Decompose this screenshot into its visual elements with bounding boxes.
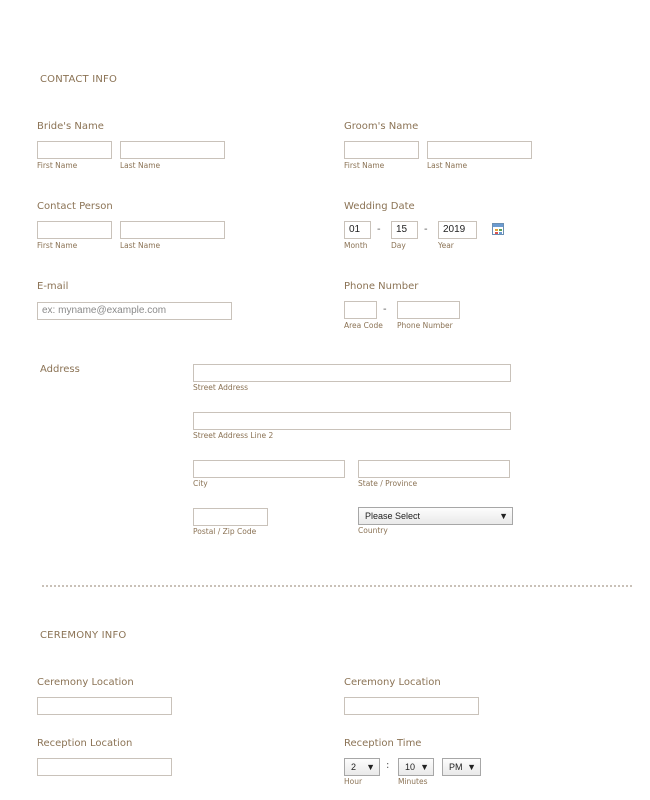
ceremony-location-input[interactable] bbox=[37, 697, 172, 715]
ampm-select-value: PM bbox=[449, 762, 463, 772]
contact-last-name-input[interactable] bbox=[120, 221, 225, 239]
date-separator: - bbox=[377, 224, 381, 235]
phone-number-input[interactable] bbox=[397, 301, 460, 319]
day-sublabel: Day bbox=[391, 241, 406, 250]
bride-first-name-input[interactable] bbox=[37, 141, 112, 159]
groom-name-label: Groom's Name bbox=[344, 121, 419, 132]
bride-name-label: Bride's Name bbox=[37, 121, 104, 132]
wedding-year-input[interactable]: 2019 bbox=[438, 221, 477, 239]
street-address-sublabel: Street Address bbox=[193, 383, 249, 392]
contact-first-name-sublabel: First Name bbox=[37, 241, 78, 250]
ceremony-location-input-2[interactable] bbox=[344, 697, 479, 715]
email-label: E-mail bbox=[37, 281, 69, 292]
area-code-sublabel: Area Code bbox=[344, 321, 383, 330]
street-address-input[interactable] bbox=[193, 364, 511, 382]
country-select-value: Please Select bbox=[365, 511, 421, 521]
zip-sublabel: Postal / Zip Code bbox=[193, 527, 257, 536]
minutes-select-value: 10 bbox=[405, 762, 416, 772]
chevron-down-icon: ▼ bbox=[499, 511, 508, 521]
bride-first-name-sublabel: First Name bbox=[37, 161, 78, 170]
contact-last-name-sublabel: Last Name bbox=[120, 241, 161, 250]
chevron-down-icon: ▼ bbox=[366, 762, 375, 772]
ceremony-location-label-2: Ceremony Location bbox=[344, 677, 441, 688]
zip-input[interactable] bbox=[193, 508, 268, 526]
year-sublabel: Year bbox=[438, 241, 454, 250]
minutes-sublabel: Minutes bbox=[398, 777, 428, 786]
chevron-down-icon: ▼ bbox=[467, 762, 476, 772]
groom-last-name-sublabel: Last Name bbox=[427, 161, 468, 170]
minutes-select[interactable] bbox=[398, 758, 434, 776]
hour-select[interactable] bbox=[344, 758, 380, 776]
city-input[interactable] bbox=[193, 460, 345, 478]
contact-first-name-input[interactable] bbox=[37, 221, 112, 239]
wedding-day-input[interactable]: 15 bbox=[391, 221, 418, 239]
phone-number-sublabel: Phone Number bbox=[397, 321, 453, 330]
contact-section-title: CONTACT INFO bbox=[40, 74, 118, 85]
reception-location-label: Reception Location bbox=[37, 738, 133, 749]
ceremony-location-label: Ceremony Location bbox=[37, 677, 134, 688]
bride-last-name-input[interactable] bbox=[120, 141, 225, 159]
bride-last-name-sublabel: Last Name bbox=[120, 161, 161, 170]
groom-first-name-sublabel: First Name bbox=[344, 161, 385, 170]
wedding-month-input[interactable]: 01 bbox=[344, 221, 371, 239]
date-separator: - bbox=[424, 224, 428, 235]
area-code-input[interactable] bbox=[344, 301, 377, 319]
phone-number-label: Phone Number bbox=[344, 281, 419, 292]
ceremony-section-title: CEREMONY INFO bbox=[40, 630, 127, 641]
city-sublabel: City bbox=[193, 479, 208, 488]
hour-select-value: 2 bbox=[351, 762, 357, 772]
email-input[interactable]: ex: myname@example.com bbox=[37, 302, 232, 320]
street-address-2-input[interactable] bbox=[193, 412, 511, 430]
ampm-select[interactable] bbox=[442, 758, 481, 776]
time-separator: : bbox=[386, 760, 390, 771]
state-input[interactable] bbox=[358, 460, 510, 478]
chevron-down-icon: ▼ bbox=[420, 762, 429, 772]
state-sublabel: State / Province bbox=[358, 479, 418, 488]
month-sublabel: Month bbox=[344, 241, 368, 250]
reception-time-label: Reception Time bbox=[344, 738, 422, 749]
address-label: Address bbox=[40, 364, 80, 375]
hour-sublabel: Hour bbox=[344, 777, 363, 786]
groom-last-name-input[interactable] bbox=[427, 141, 532, 159]
country-sublabel: Country bbox=[358, 526, 388, 535]
groom-first-name-input[interactable] bbox=[344, 141, 419, 159]
calendar-icon[interactable] bbox=[492, 223, 504, 235]
phone-separator: - bbox=[383, 304, 387, 315]
wedding-date-label: Wedding Date bbox=[344, 201, 415, 212]
section-divider bbox=[42, 585, 632, 587]
country-select[interactable] bbox=[358, 507, 513, 525]
street-address-2-sublabel: Street Address Line 2 bbox=[193, 431, 274, 440]
contact-person-label: Contact Person bbox=[37, 201, 113, 212]
reception-location-input[interactable] bbox=[37, 758, 172, 776]
